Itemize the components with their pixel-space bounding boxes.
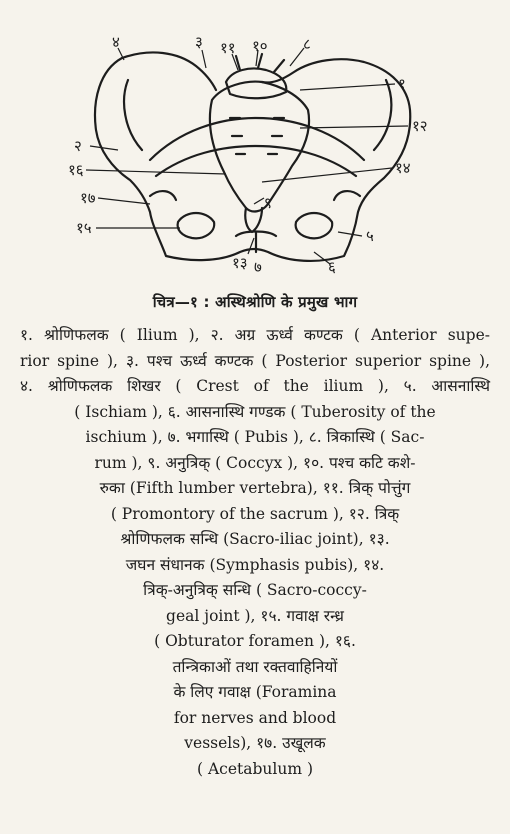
label-n10: १० xyxy=(252,37,268,55)
legend-line: ४. श्रोणिफलक शिखर ( Crest of the ilium ), ५. आसनास्थि xyxy=(20,377,490,395)
label-n12: १२ xyxy=(412,117,428,135)
label-n2: २ xyxy=(74,137,82,155)
legend-line: रुका (Fifth lumber vertebra), ११. त्रिक् पोत्तुंग xyxy=(99,479,411,497)
right-obturator-foramen xyxy=(296,213,333,238)
legend-line: vessels), १७. उखूलक xyxy=(184,734,326,752)
label-n1: १ xyxy=(398,75,406,93)
label-n11: ११ xyxy=(220,39,236,57)
legend-line: ( Acetabulum ) xyxy=(196,759,313,778)
legend-line: rum ), ९. अनुत्रिक् ( Coccyx ), १०. पश्च कटि कशे- xyxy=(94,453,416,472)
pelvis-figure xyxy=(0,0,510,290)
figure-caption: चित्र—१ : अस्थिश्रोणि के प्रमुख भाग xyxy=(152,293,358,311)
legend-line: for nerves and blood xyxy=(173,708,337,727)
legend-line: श्रोणिफलक सन्धि (Sacro-iliac joint), १३. xyxy=(120,530,390,548)
label-n16: १६ xyxy=(68,161,84,179)
legend-line: ( Ischiam ), ६. आसनास्थि गण्डक ( Tuberosity of the xyxy=(74,402,436,421)
legend-line: के लिए गवाक्ष (Foramina xyxy=(173,683,337,701)
legend-line: १. श्रोणिफलक ( Ilium ), २. अग्र ऊर्ध्व कण्टक ( Anterior supe- xyxy=(20,326,490,344)
label-n13: १३ xyxy=(232,254,248,272)
left-iliac-crest xyxy=(122,52,216,90)
legend-line: तन्त्रिकाओं तथा रक्तवाहिनियों xyxy=(172,657,338,676)
label-n17: १७ xyxy=(80,189,96,207)
legend-line: त्रिक्-अनुत्रिक् सन्धि ( Sacro-coccy- xyxy=(143,581,367,599)
label-n8: ८ xyxy=(303,35,311,53)
left-obturator-foramen xyxy=(178,213,215,238)
fifth-lumbar-vertebra xyxy=(226,69,286,99)
legend-line: ( Promontory of the sacrum ), १२. त्रिक् xyxy=(110,504,400,523)
pelvis-illustration xyxy=(0,0,510,290)
label-n5: ५ xyxy=(366,227,374,245)
label-n6: ६ xyxy=(328,258,336,276)
label-n14: १४ xyxy=(395,159,411,177)
legend-line: जघन संधानक (Symphasis pubis), १४. xyxy=(125,555,385,574)
legend-line: geal joint ), १५. गवाक्ष रन्ध्र xyxy=(166,606,344,625)
legend-line: rior spine ), ३. पश्च ऊर्ध्व कण्टक ( Posterior superior spine ), xyxy=(20,351,490,370)
label-n15: १५ xyxy=(76,219,92,237)
legend-line: ischium ), ७. भगास्थि ( Pubis ), ८. त्रिकास्थि ( Sac- xyxy=(85,428,425,446)
label-n3: ३ xyxy=(195,33,203,51)
figure-legend xyxy=(20,323,490,782)
label-n4: ४ xyxy=(112,33,120,51)
label-n9: ९ xyxy=(264,194,272,212)
label-n7: ७ xyxy=(254,258,262,276)
legend-line: ( Obturator foramen ), १६. xyxy=(154,632,356,650)
